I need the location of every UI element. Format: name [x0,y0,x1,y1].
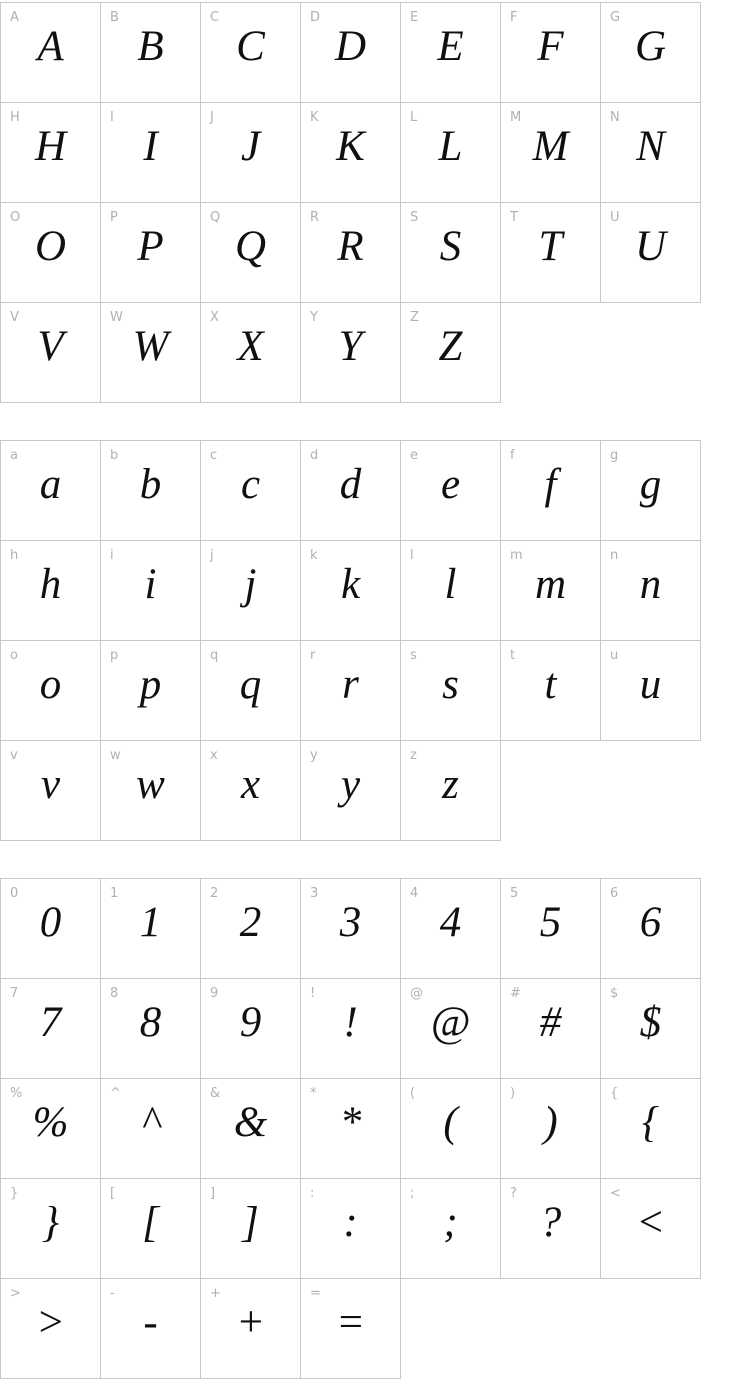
cell-label: n [610,548,619,563]
glyph-cell [100,740,201,841]
glyph-row [0,202,740,302]
cell-glyph: } [41,1198,60,1246]
cell-glyph: F [537,22,564,70]
glyph-cell [0,1178,101,1279]
cell-glyph: 2 [239,898,262,946]
glyph-row [0,302,740,402]
glyph-cell [400,2,501,103]
glyph-cell [600,540,701,641]
glyph-cell [200,640,301,741]
cell-label: y [310,748,318,763]
cell-label: 7 [10,986,19,1001]
glyph-cell [600,440,701,541]
glyph-cell [400,440,501,541]
glyph-cell [300,102,401,203]
cell-glyph: < [635,1198,666,1246]
cell-glyph: G [634,22,667,70]
cell-glyph: @ [430,998,471,1046]
cell-glyph: g [639,460,662,508]
glyph-cell [0,740,101,841]
cell-label: T [510,210,518,225]
cell-label: * [310,1086,317,1101]
glyph-cell [300,1178,401,1279]
glyph-cell [200,978,301,1079]
cell-glyph: A [37,22,64,70]
cell-label: A [10,10,19,25]
cell-glyph: V [37,322,64,370]
cell-label: + [210,1286,221,1301]
cell-glyph: [ [142,1198,159,1246]
cell-glyph: Q [234,222,267,270]
cell-label: : [310,1186,315,1201]
cell-label: M [510,110,522,125]
cell-label: ( [410,1086,416,1101]
cell-glyph: T [538,222,563,270]
cell-glyph: = [335,1298,366,1346]
glyph-grid-lowercase [0,440,740,840]
glyph-cell [300,202,401,303]
cell-glyph: x [240,760,261,808]
glyph-cell [500,1078,601,1179]
glyph-cell [0,2,101,103]
cell-label: & [210,1086,221,1101]
cell-glyph: r [342,660,359,708]
cell-label: 0 [10,886,19,901]
cell-label: g [610,448,619,463]
glyph-row [0,440,740,540]
cell-glyph: K [336,122,365,170]
cell-label: F [510,10,518,25]
cell-glyph: m [534,560,567,608]
cell-glyph: ^ [141,1098,160,1146]
glyph-cell [600,878,701,979]
cell-label: m [510,548,523,563]
cell-label: ; [410,1186,415,1201]
glyph-cell [0,640,101,741]
glyph-cell [600,102,701,203]
glyph-row [0,878,740,978]
glyph-cell [200,440,301,541]
glyph-cell [300,1278,401,1379]
cell-label: e [410,448,418,463]
cell-glyph: ] [242,1198,259,1246]
glyph-cell [600,1178,701,1279]
cell-label: u [610,648,619,663]
cell-label: f [510,448,515,463]
cell-glyph: t [544,660,557,708]
cell-label: k [310,548,318,563]
cell-glyph: 7 [39,998,62,1046]
cell-label: P [110,210,118,225]
cell-glyph: { [641,1098,660,1146]
cell-label: W [110,310,123,325]
cell-glyph: s [442,660,459,708]
cell-label: j [210,548,214,563]
glyph-cell [200,1278,301,1379]
glyph-cell [100,1078,201,1179]
cell-label: Q [210,210,221,225]
cell-label: o [10,648,18,663]
cell-glyph: 6 [639,898,662,946]
cell-glyph: c [240,460,261,508]
cell-label: V [10,310,19,325]
cell-label: 4 [410,886,419,901]
glyph-cell [0,202,101,303]
cell-glyph: ) [543,1098,558,1146]
glyph-cell [500,978,601,1079]
glyph-cell [0,440,101,541]
glyph-cell [500,102,601,203]
glyph-cell [300,540,401,641]
glyph-cell [100,302,201,403]
glyph-cell [400,202,501,303]
cell-label: ) [510,1086,516,1101]
cell-label: r [310,648,316,663]
glyph-cell [200,878,301,979]
cell-glyph: e [440,460,461,508]
cell-label: q [210,648,219,663]
glyph-cell [200,102,301,203]
cell-label: R [310,210,320,225]
glyph-cell [400,102,501,203]
cell-label: ? [510,1186,517,1201]
cell-label: d [310,448,319,463]
glyph-row [0,2,740,102]
glyph-cell [300,740,401,841]
cell-label: i [110,548,114,563]
cell-glyph: h [39,560,62,608]
cell-glyph: 5 [539,898,562,946]
glyph-cell [500,878,601,979]
cell-label: h [10,548,19,563]
cell-label: a [10,448,18,463]
glyph-cell [300,440,401,541]
cell-glyph: f [544,460,557,508]
cell-label: [ [110,1186,116,1201]
cell-glyph: X [237,322,264,370]
glyph-cell [300,878,401,979]
glyph-cell [500,640,601,741]
glyph-cell [300,978,401,1079]
cell-label: t [510,648,516,663]
cell-glyph: a [39,460,62,508]
cell-label: 1 [110,886,119,901]
cell-glyph: $ [639,998,662,1046]
cell-label: w [110,748,121,763]
cell-label: ^ [110,1086,121,1101]
glyph-row [0,740,740,840]
cell-glyph: 9 [239,998,262,1046]
cell-glyph: 4 [439,898,462,946]
cell-glyph: > [35,1298,66,1346]
cell-label: # [510,986,521,1001]
cell-label: z [410,748,417,763]
cell-glyph: W [132,322,169,370]
cell-glyph: n [639,560,662,608]
cell-label: s [410,648,417,663]
glyph-cell [100,640,201,741]
glyph-cell [300,2,401,103]
glyph-cell [400,878,501,979]
glyph-cell [500,202,601,303]
glyph-cell [100,102,201,203]
cell-label: B [110,10,119,25]
glyph-row [0,1178,740,1278]
cell-glyph: ! [343,998,358,1046]
cell-label: X [210,310,219,325]
cell-glyph: Z [438,322,463,370]
cell-label: G [610,10,621,25]
glyph-cell [200,202,301,303]
cell-glyph: + [235,1298,266,1346]
cell-glyph: I [143,122,158,170]
cell-label: O [10,210,21,225]
cell-label: b [110,448,119,463]
cell-glyph: k [340,560,361,608]
glyph-cell [600,640,701,741]
glyph-cell [400,978,501,1079]
cell-glyph: w [136,760,165,808]
glyph-grid-uppercase [0,2,740,402]
glyph-cell [300,1078,401,1179]
glyph-cell [100,2,201,103]
glyph-cell [600,202,701,303]
cell-glyph: J [240,122,261,170]
cell-label: ! [310,986,316,1001]
cell-glyph: o [39,660,62,708]
cell-glyph: q [239,660,262,708]
glyph-cell [400,740,501,841]
glyph-cell [100,978,201,1079]
glyph-cell [200,1078,301,1179]
glyph-cell [0,540,101,641]
cell-glyph: & [233,1098,268,1146]
cell-label: p [110,648,119,663]
glyph-cell [0,102,101,203]
cell-glyph: P [137,222,164,270]
glyph-cell [400,1078,501,1179]
cell-glyph: 0 [39,898,62,946]
cell-label: D [310,10,321,25]
cell-glyph: v [40,760,61,808]
cell-label: c [210,448,218,463]
glyph-cell [100,440,201,541]
cell-label: < [610,1186,621,1201]
cell-label: U [610,210,620,225]
cell-label: 3 [310,886,319,901]
glyph-cell [0,878,101,979]
cell-glyph: d [339,460,362,508]
cell-glyph: l [444,560,457,608]
cell-glyph: ( [443,1098,458,1146]
cell-label: L [410,110,418,125]
glyph-row [0,1078,740,1178]
cell-label: @ [410,986,423,1001]
cell-glyph: ? [539,1198,562,1246]
cell-label: I [110,110,114,125]
cell-glyph: % [32,1098,69,1146]
glyph-cell [300,640,401,741]
cell-label: C [210,10,220,25]
glyph-cell [400,540,501,641]
glyph-cell [0,978,101,1079]
cell-label: 9 [210,986,219,1001]
glyph-cell [500,440,601,541]
glyph-cell [300,302,401,403]
cell-label: S [410,210,419,225]
cell-label: v [10,748,18,763]
cell-label: J [210,110,214,125]
cell-glyph: B [137,22,164,70]
cell-label: l [410,548,414,563]
cell-glyph: L [438,122,463,170]
cell-glyph: R [337,222,364,270]
glyph-cell [100,540,201,641]
glyph-cell [500,2,601,103]
cell-glyph: C [236,22,265,70]
cell-label: > [10,1286,21,1301]
glyph-cell [100,1178,201,1279]
glyph-cell [100,202,201,303]
glyph-cell [100,1278,201,1379]
cell-label: K [310,110,319,125]
cell-label: 2 [210,886,219,901]
cell-label: Y [310,310,318,325]
glyph-row [0,640,740,740]
cell-glyph: ; [443,1198,458,1246]
cell-glyph: Y [338,322,363,370]
glyph-row [0,1278,740,1378]
cell-label: { [610,1086,619,1101]
glyph-cell [0,1278,101,1379]
cell-glyph: O [34,222,67,270]
cell-label: ] [210,1186,216,1201]
cell-glyph: y [340,760,361,808]
cell-glyph: N [636,122,665,170]
glyph-cell [200,1178,301,1279]
glyph-cell [200,2,301,103]
cell-label: 6 [610,886,619,901]
glyph-cell [600,2,701,103]
cell-label: = [310,1286,321,1301]
cell-glyph: : [343,1198,358,1246]
cell-glyph: H [34,122,67,170]
cell-glyph: M [532,122,569,170]
glyph-cell [100,878,201,979]
cell-glyph: E [437,22,464,70]
cell-glyph: j [244,560,257,608]
glyph-cell [400,1178,501,1279]
glyph-cell [200,740,301,841]
cell-glyph: * [339,1098,362,1146]
glyph-cell [500,540,601,641]
cell-glyph: i [144,560,157,608]
cell-label: % [10,1086,23,1101]
cell-glyph: b [139,460,162,508]
cell-glyph: 8 [139,998,162,1046]
cell-label: 5 [510,886,519,901]
glyph-cell [200,302,301,403]
cell-label: x [210,748,218,763]
cell-label: 8 [110,986,119,1001]
cell-glyph: 1 [139,898,162,946]
cell-label: Z [410,310,419,325]
cell-label: N [610,110,620,125]
cell-label: E [410,10,419,25]
cell-label: } [10,1186,19,1201]
glyph-row [0,540,740,640]
glyph-grid-digits-symbols [0,878,740,1378]
cell-glyph: u [639,660,662,708]
cell-glyph: U [634,222,667,270]
cell-glyph: p [139,660,162,708]
glyph-cell [0,1078,101,1179]
cell-glyph: z [442,760,459,808]
glyph-cell [400,640,501,741]
glyph-row [0,102,740,202]
cell-glyph: S [439,222,462,270]
cell-label: H [10,110,20,125]
glyph-row [0,978,740,1078]
cell-glyph: # [539,998,562,1046]
glyph-cell [0,302,101,403]
glyph-cell [200,540,301,641]
cell-glyph: D [334,22,367,70]
cell-label: - [110,1286,115,1301]
cell-label: $ [610,986,619,1001]
glyph-cell [600,1078,701,1179]
glyph-cell [400,302,501,403]
glyph-cell [500,1178,601,1279]
cell-glyph: - [143,1298,158,1346]
cell-glyph: 3 [339,898,362,946]
glyph-cell [600,978,701,1079]
